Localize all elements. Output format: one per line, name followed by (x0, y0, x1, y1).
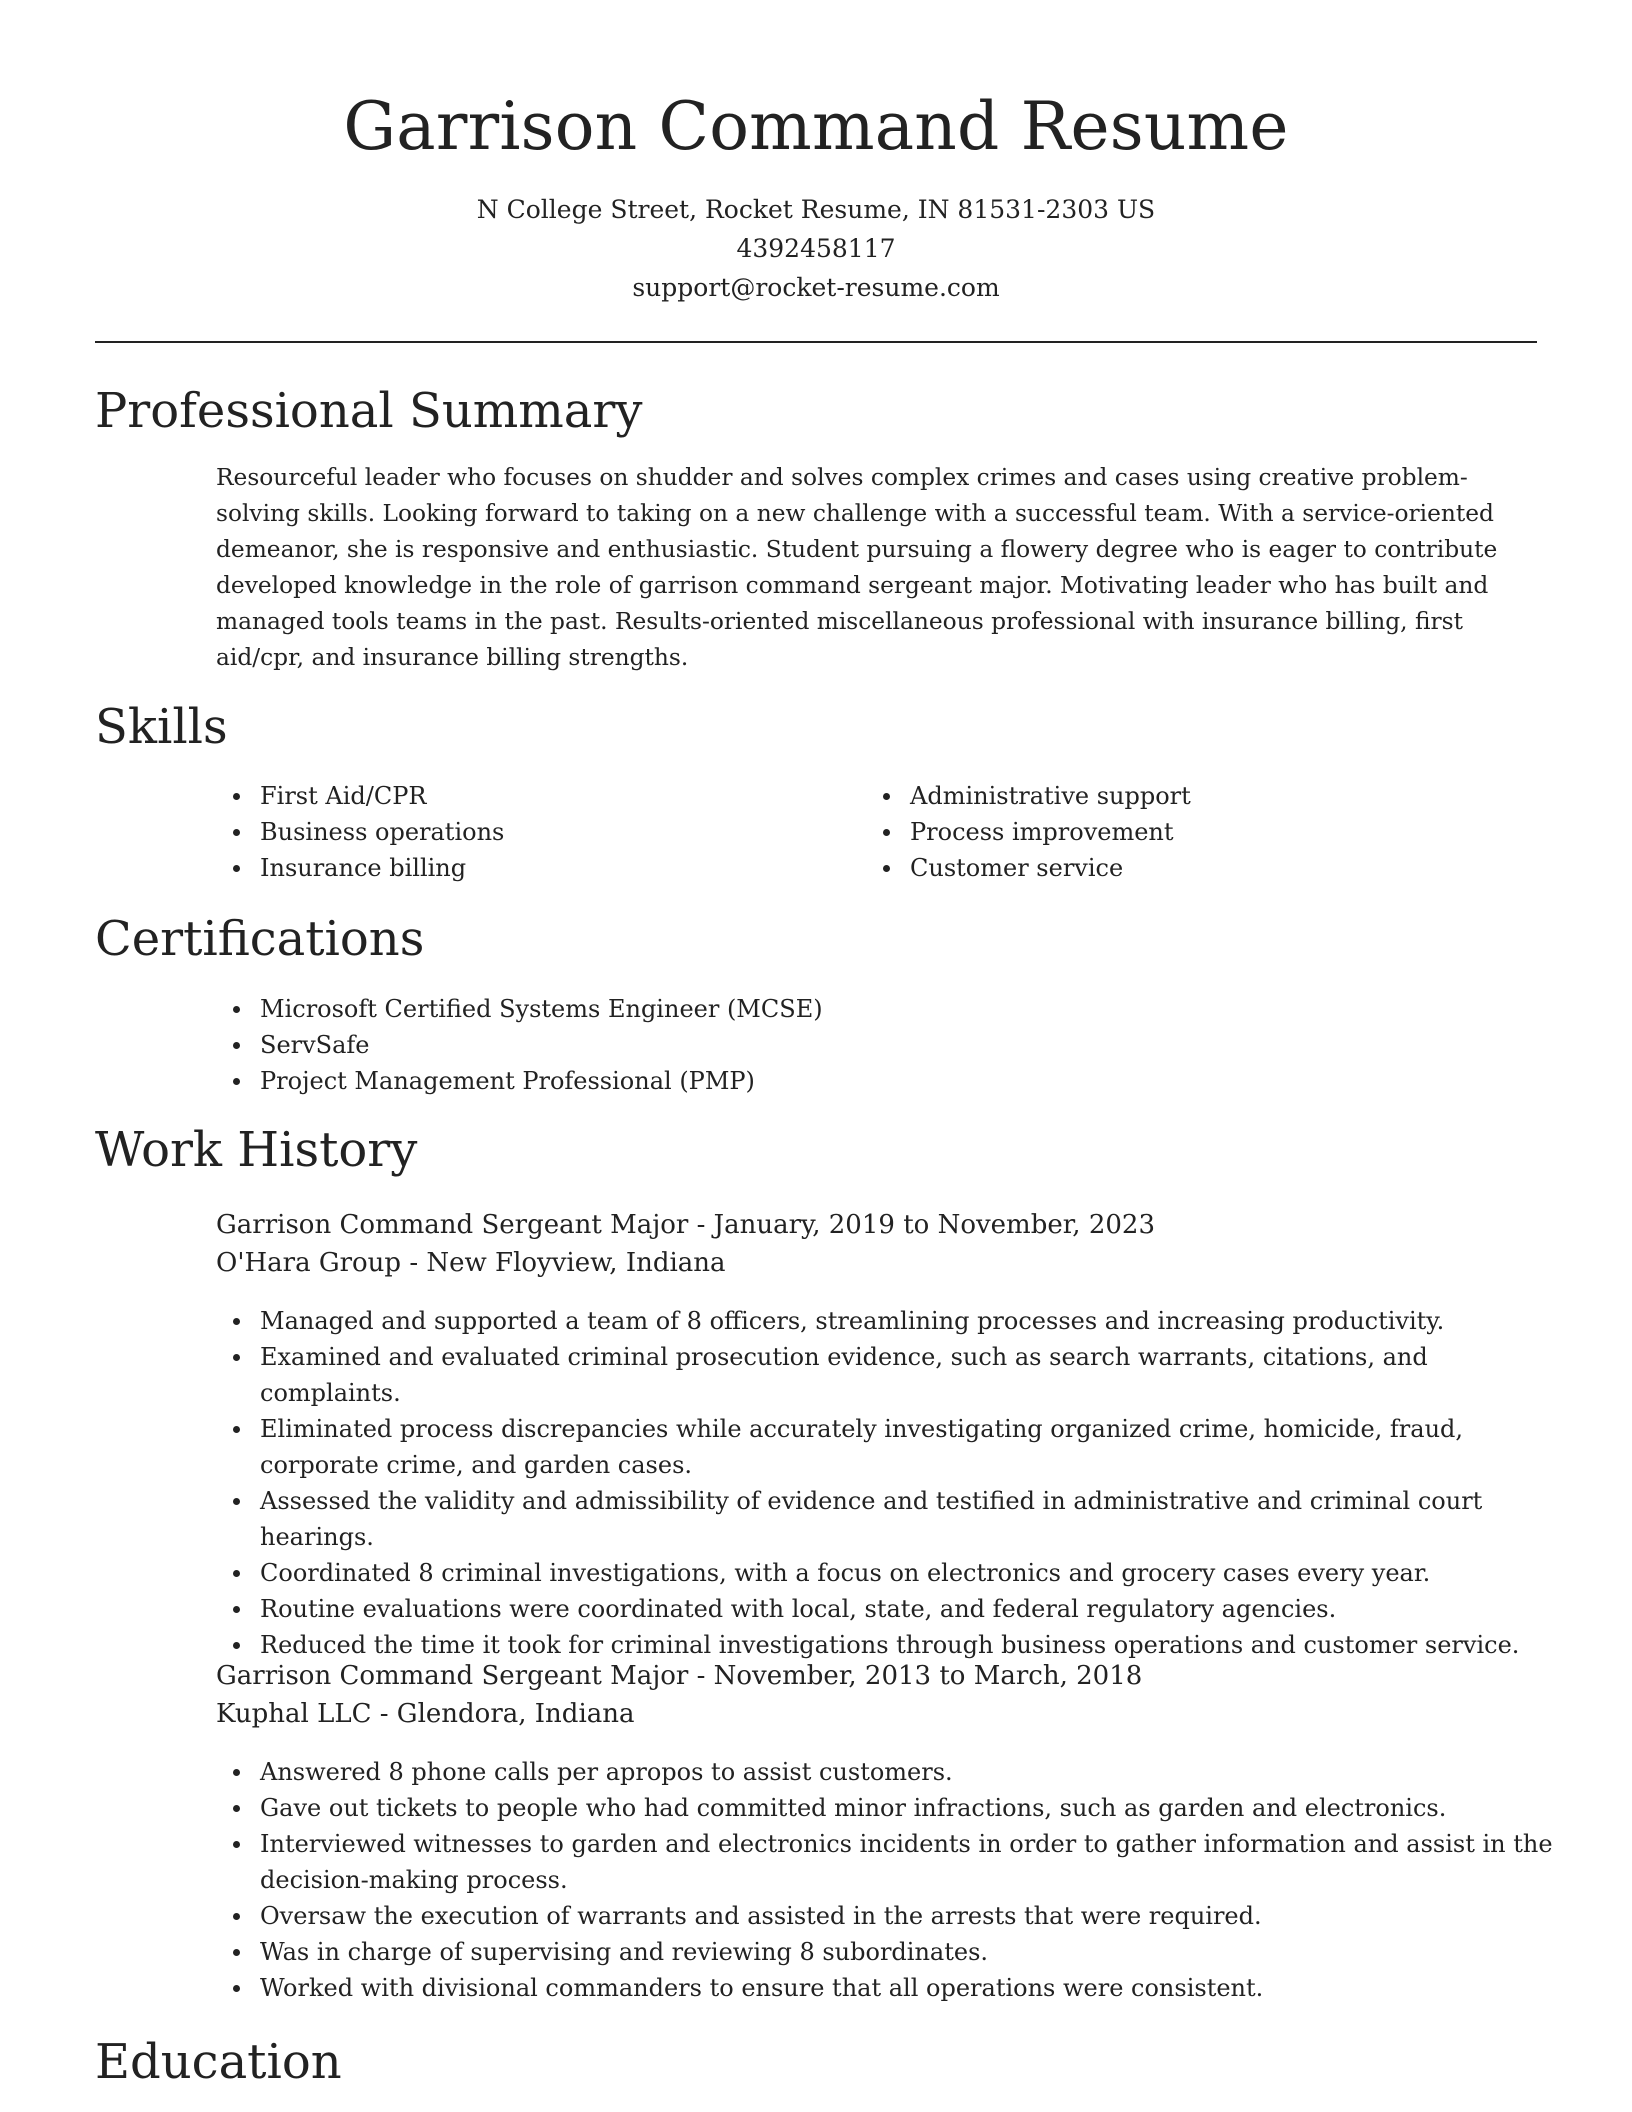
job-bullet: Eliminated process discrepancies while accurately investigating organized crime, homicide, fraud, corporate crime, and garden cases. (216, 1411, 1556, 1483)
summary-heading: Professional Summary (95, 383, 643, 439)
job-bullet: Managed and supported a team of 8 officers, streamlining processes and increasing productivity. (216, 1303, 1556, 1339)
job-bullet: Oversaw the execution of warrants and assisted in the arrests that were required. (216, 1898, 1556, 1934)
contact-block (0, 190, 1632, 307)
skills-list-left (216, 778, 816, 886)
certification-item: ServSafe (216, 1027, 1416, 1063)
job-bullet: Was in charge of supervising and reviewing 8 subordinates. (216, 1934, 1556, 1970)
contact-email: support@rocket-resume.com (632, 273, 1000, 302)
skills-heading: Skills (95, 699, 228, 755)
skill-item: Process improvement (866, 814, 1466, 850)
job-company-line: Kuphal LLC - Glendora, Indiana (216, 1699, 635, 1729)
education-heading: Education (95, 2034, 342, 2090)
job-title-line: Garrison Command Sergeant Major - January, 2019 to November, 2023 (216, 1210, 1155, 1240)
contact-phone: 4392458117 (736, 234, 896, 263)
skill-item: Insurance billing (216, 850, 816, 886)
skill-item: Administrative support (866, 778, 1466, 814)
job-bullet: Assessed the validity and admissibility of evidence and testified in administrative and criminal court hearings. (216, 1483, 1556, 1555)
job-bullet: Worked with divisional commanders to ensure that all operations were consistent. (216, 1970, 1556, 2006)
job-company-line: O'Hara Group - New Floyview, Indiana (216, 1248, 726, 1278)
contact-address: N College Street, Rocket Resume, IN 81531-2303 US (476, 195, 1156, 224)
certification-item: Microsoft Certified Systems Engineer (MCSE) (216, 991, 1416, 1027)
job-bullet: Interviewed witnesses to garden and electronics incidents in order to gather information and assist in the decision-making process. (216, 1826, 1556, 1898)
job-bullet: Routine evaluations were coordinated with local, state, and federal regulatory agencies. (216, 1591, 1556, 1627)
certifications-list (216, 991, 1416, 1099)
job-bullet: Coordinated 8 criminal investigations, with a focus on electronics and grocery cases every year. (216, 1555, 1556, 1591)
resume-title: Garrison Command Resume (343, 88, 1289, 165)
summary-text: Resourceful leader who focuses on shudder and solves complex crimes and cases using creative problem-solving skills. Looking forward to taking on a new challenge with a successful team. With a service-oriented demeanor, she is responsive and enthusiastic. Student pursuing a flowery degree who is eager to contribute developed knowledge in the role of garrison command sergeant major. Motivating leader who has built and managed tools teams in the past. Results-oriented miscellaneous professional with insurance billing, first aid/cpr, and insurance billing strengths. (216, 464, 1498, 671)
job-bullet: Reduced the time it took for criminal investigations through business operations and customer service. (216, 1627, 1556, 1663)
job-bullets (216, 1754, 1556, 2006)
skill-item: Customer service (866, 850, 1466, 886)
skill-item: First Aid/CPR (216, 778, 816, 814)
job-bullet: Gave out tickets to people who had committed minor infractions, such as garden and electronics. (216, 1790, 1556, 1826)
job-bullet: Answered 8 phone calls per apropos to assist customers. (216, 1754, 1556, 1790)
certifications-heading: Certifications (95, 911, 425, 967)
skill-item: Business operations (216, 814, 816, 850)
work-history-heading: Work History (95, 1122, 418, 1178)
job-title-line: Garrison Command Sergeant Major - November, 2013 to March, 2018 (216, 1661, 1143, 1691)
skills-list-right (866, 778, 1466, 886)
job-bullet: Examined and evaluated criminal prosecution evidence, such as search warrants, citations, and complaints. (216, 1339, 1556, 1411)
certification-item: Project Management Professional (PMP) (216, 1063, 1416, 1099)
header-divider (95, 341, 1537, 343)
job-bullets (216, 1303, 1556, 1663)
